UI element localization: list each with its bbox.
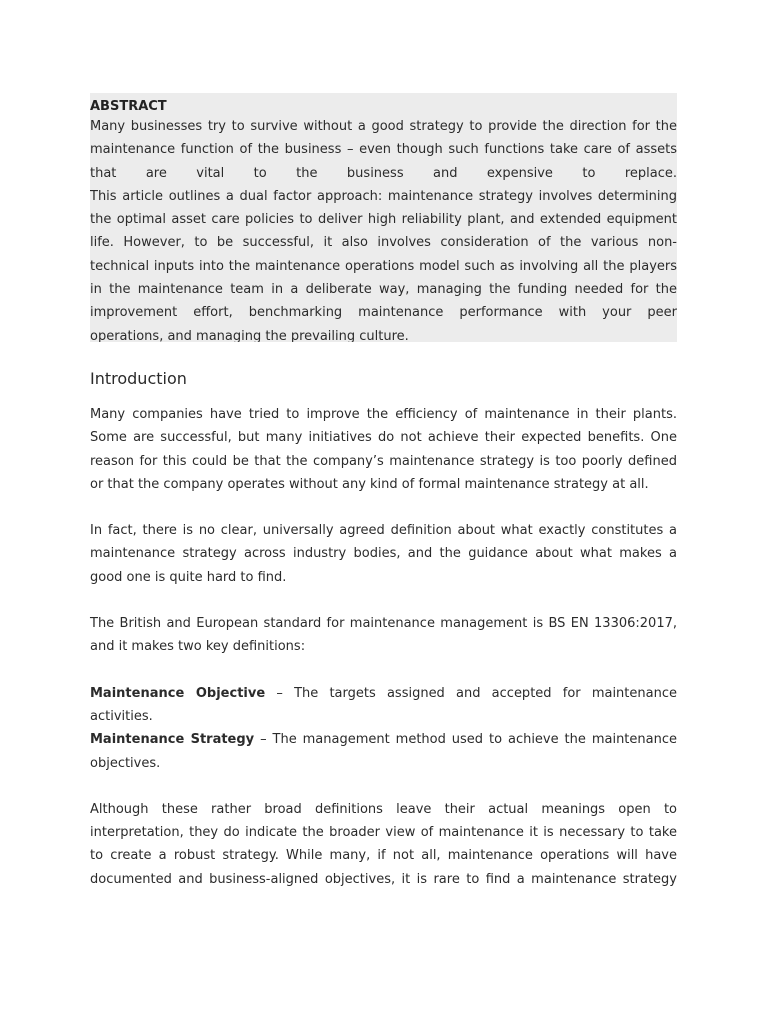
definition-term-strategy: Maintenance Strategy	[90, 732, 255, 748]
abstract-line: technical inputs into the maintenance operations model such as involving all the players	[90, 258, 677, 274]
intro-paragraph-1	[90, 403, 677, 496]
definition-term-objective: Maintenance Objective	[90, 685, 266, 701]
abstract-line: operations, and managing the prevailing culture.	[90, 328, 409, 342]
paragraph-line: Some are successful, but many initiatives do not achieve their expected benefits. One	[90, 430, 677, 446]
abstract-heading: ABSTRACT	[90, 99, 167, 114]
abstract-line: This article outlines a dual factor approach: maintenance strategy involves determining	[90, 188, 677, 204]
definition-text-objective: – The targets assigned and accepted for maintenance	[265, 685, 677, 701]
definition-strategy-cont: objectives.	[90, 755, 161, 771]
abstract-line: maintenance function of the business – even though such functions take care of assets	[90, 142, 677, 158]
abstract-line: improvement effort, benchmarking maintenance performance with your peer	[90, 305, 677, 321]
paragraph-gap	[90, 775, 677, 798]
paragraph-line: Although these rather broad definitions leave their actual meanings open to	[90, 801, 677, 817]
paragraph-line: Many companies have tried to improve the efficiency of maintenance in their plants.	[90, 407, 677, 422]
paragraph-line: to create a robust strategy. While many, if not all, maintenance operations will have	[90, 848, 677, 864]
introduction-heading: Introduction	[90, 369, 187, 388]
document-page	[90, 93, 677, 891]
paragraph-line: In fact, there is no clear, universally agreed definition about what exactly constitutes a	[90, 523, 677, 539]
paragraph-line: documented and business-aligned objectives, it is rare to find a maintenance strategy	[90, 871, 677, 887]
abstract-line: Many businesses try to survive without a good strategy to provide the direction for the	[90, 119, 677, 134]
paragraph-line: The British and European standard for maintenance management is BS EN 13306:2017,	[90, 616, 677, 632]
abstract-line: the optimal asset care policies to deliver high reliability plant, and extended equipment	[90, 212, 677, 228]
definition-strategy-line	[90, 728, 677, 751]
definitions-block	[90, 682, 677, 775]
paragraph-gap	[90, 659, 677, 682]
definition-text-strategy: – The management method used to achieve the maintenance	[254, 732, 677, 748]
abstract-line: in the maintenance team in a deliberate way, managing the funding needed for the	[90, 282, 677, 298]
abstract-box	[90, 93, 677, 342]
definition-objective-cont: activities.	[90, 708, 153, 724]
paragraph-gap	[90, 589, 677, 612]
intro-paragraph-4	[90, 798, 677, 891]
paragraph-line: reason for this could be that the company’s maintenance strategy is too poorly defined	[90, 453, 677, 469]
abstract-body	[90, 115, 677, 342]
intro-paragraph-2	[90, 519, 677, 589]
paragraph-line: and it makes two key definitions:	[90, 639, 306, 655]
paragraph-gap	[90, 496, 677, 519]
definition-objective-line	[90, 682, 677, 705]
abstract-line: life. However, to be successful, it also involves consideration of the various non-	[90, 235, 677, 251]
intro-paragraph-3	[90, 612, 677, 659]
abstract-line: that are vital to the business and expensive to replace.	[90, 165, 677, 181]
paragraph-line: interpretation, they do indicate the broader view of maintenance it is necessary to take	[90, 825, 677, 841]
paragraph-line: good one is quite hard to find.	[90, 569, 287, 585]
paragraph-line: maintenance strategy across industry bodies, and the guidance about what makes a	[90, 546, 677, 562]
paragraph-line: or that the company operates without any kind of formal maintenance strategy at all.	[90, 476, 649, 492]
